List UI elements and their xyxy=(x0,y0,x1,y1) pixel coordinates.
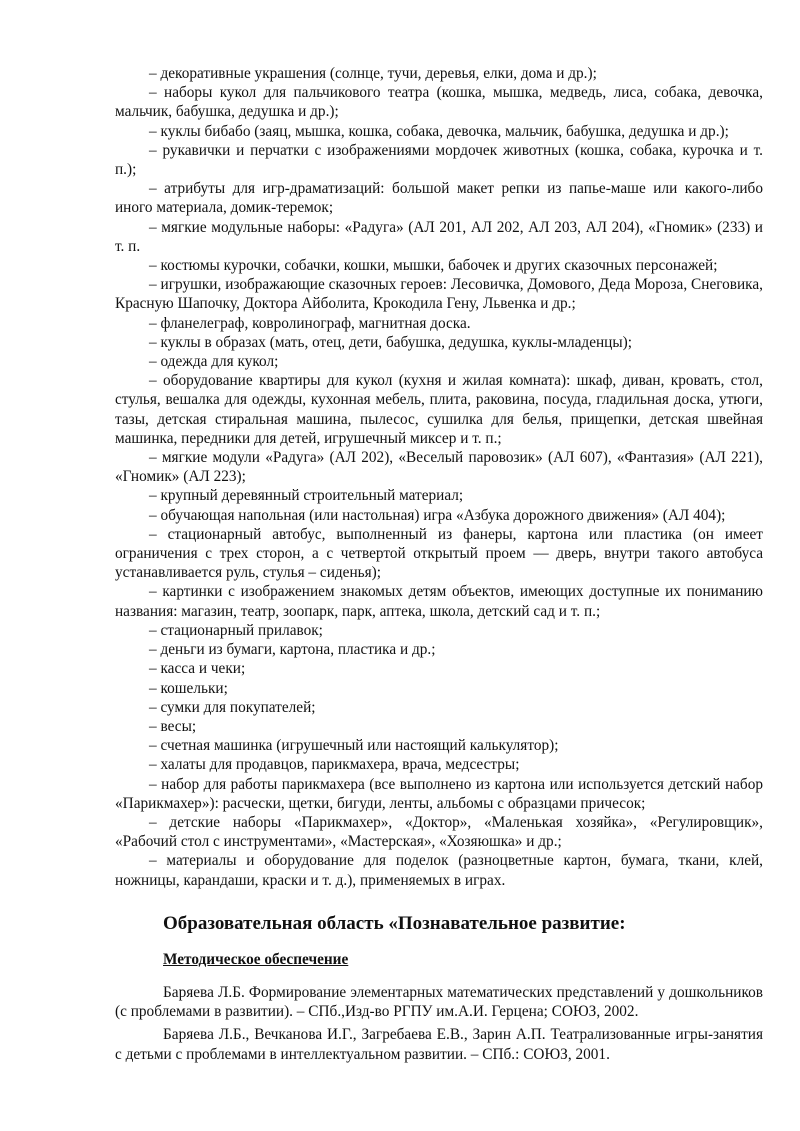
list-item: – декоративные украшения (солнце, тучи, деревья, елки, дома и др.); xyxy=(149,65,597,82)
list-item: – атрибуты для игр-драматизаций: большой макет репки из папье-маше или какого-либо иного материала, домик-теремок; xyxy=(115,180,763,217)
list-item: – набор для работы парикмахера (все выполнено из картона или используется детский набор «Парикмахер»): расчески, щетки, бигуди, ленты, альбомы с образцами причесок; xyxy=(115,775,763,812)
list-item: – весы; xyxy=(149,717,197,735)
list-item: – материалы и оборудование для поделок (разноцветные картон, бумага, ткани, клей, ножницы, карандаши, краски и т. д.), применяемых в играх. xyxy=(115,852,763,889)
list-item: – деньги из бумаги, картона, пластика и др.; xyxy=(149,641,436,659)
list-item: – фланелеграф, ковролинограф, магнитная доска. xyxy=(149,314,471,332)
list-item: – обучающая напольная (или настольная) игра «Азбука дорожного движения» (АЛ 404); xyxy=(149,506,726,524)
list-item: – мягкие модульные наборы: «Радуга» (АЛ 201, АЛ 202, АЛ 203, АЛ 204), «Гномик» (233) и т. п. xyxy=(115,218,763,255)
list-item: – костюмы курочки, собачки, кошки, мышки, бабочек и других сказочных персонажей; xyxy=(149,257,718,275)
list-item: – картинки с изображением знакомых детям объектов, имеющих доступные их пониманию названия: магазин, театр, зоопарк, парк, аптека, школа, детский сад и т. п.; xyxy=(115,583,763,620)
list-item: – одежда для кукол; xyxy=(149,353,279,371)
list-item: – рукавички и перчатки с изображениями мордочек животных (кошка, собака, курочка и т. п.); xyxy=(115,141,763,179)
reference-list xyxy=(115,983,763,1068)
section-title: Образовательная область «Познавательное развитие: xyxy=(163,913,626,934)
list-item: – касса и чеки; xyxy=(149,660,246,678)
list-item: – халаты для продавцов, парикмахера, врача, медсестры; xyxy=(149,756,520,774)
list-item: – стационарный автобус, выполненный из фанеры, картона или пластика (он имеет ограничения с трех сторон, а с четвертой открытый проем — дверь, внутри такого автобуса устанавливается руль, стулья – сиденья); xyxy=(115,525,763,582)
list-item: – кошельки; xyxy=(149,679,228,697)
list-item: – сумки для покупателей; xyxy=(149,698,316,716)
list-item: – игрушки, изображающие сказочных героев: Лесовичка, Домового, Деда Мороза, Снеговика, Красную Шапочку, Доктора Айболита, Крокодила Гену, Львенка и др.; xyxy=(115,276,763,313)
list-item: – стационарный прилавок; xyxy=(149,621,323,639)
section-subtitle: Методическое обеспечение xyxy=(163,951,349,968)
equipment-list xyxy=(115,64,763,890)
list-item: – наборы кукол для пальчикового театра (кошка, мышка, медведь, лиса, собака, девочка, мальчик, бабушка, дедушка и др.); xyxy=(115,84,763,121)
reference-item: Баряева Л.Б. Формирование элементарных математических представлений у дошкольников (с проблемами в развитии). – СПб.,Изд-во РГПУ им.А.И. Герцена; СОЮЗ, 2002. xyxy=(115,984,763,1021)
list-item: – крупный деревянный строительный материал; xyxy=(149,487,464,505)
list-item: – мягкие модули «Радуга» (АЛ 202), «Веселый паровозик» (АЛ 607), «Фантазия» (АЛ 221), «Гномик» (АЛ 223); xyxy=(115,449,763,486)
reference-item: Баряева Л.Б., Вечканова И.Г., Загребаева Е.В., Зарин А.П. Театрализованные игры-занятия с детьми с проблемами в интеллектуальном развитии. – СПб.: СОЮЗ, 2001. xyxy=(115,1026,763,1063)
list-item: – куклы в образах (мать, отец, дети, бабушка, дедушка, куклы-младенцы); xyxy=(149,333,632,351)
list-item: – оборудование квартиры для кукол (кухня и жилая комната): шкаф, диван, кровать, стол, стулья, вешалка для одежды, кухонная мебель, плита, раковина, посуда, гладильная доска, утюги, тазы, детская стиральная машина, пылесос, сушилка для белья, прищепки, детская швейная машинка, передники для детей, игрушечный миксер и т. п.; xyxy=(115,372,763,447)
list-item: – счетная машинка (игрушечный или настоящий калькулятор); xyxy=(149,737,559,755)
list-item: – детские наборы «Парикмахер», «Доктор», «Маленькая хозяйка», «Регулировщик», «Рабочий стол с инструментами», «Мастерская», «Хозяюшка» и др.; xyxy=(115,813,763,851)
list-item: – куклы бибабо (заяц, мышка, кошка, собака, девочка, мальчик, бабушка, дедушка и др.); xyxy=(149,122,729,140)
